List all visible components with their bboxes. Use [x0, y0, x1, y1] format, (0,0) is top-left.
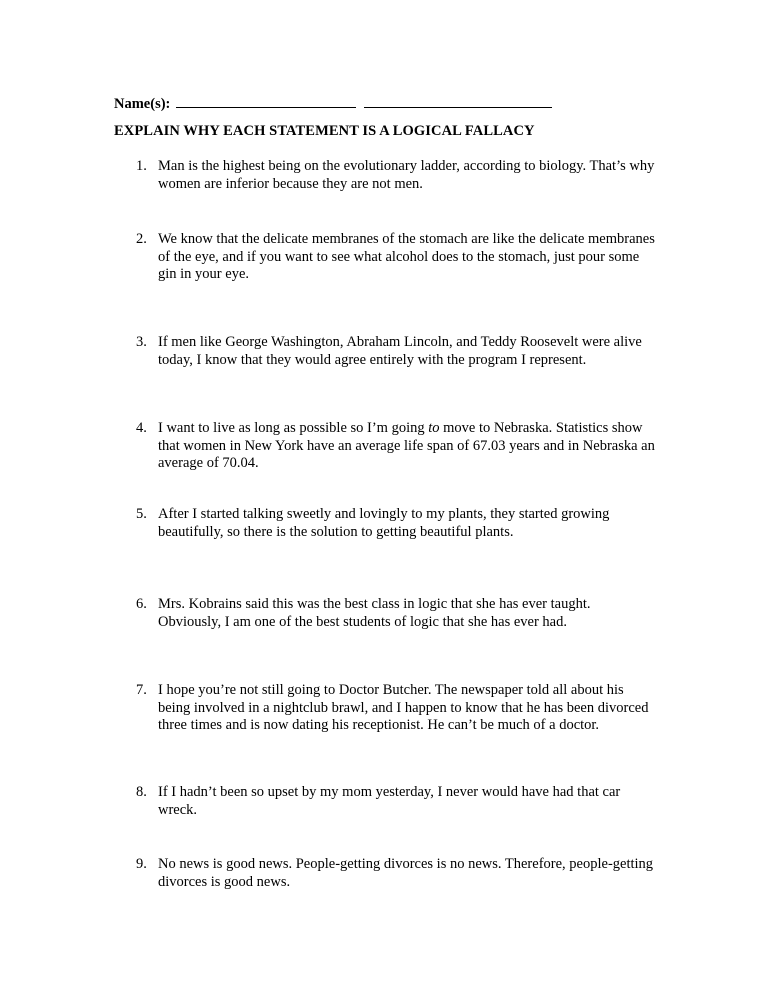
name-label: Name(s):	[114, 96, 171, 112]
item-number: 4.	[136, 420, 147, 436]
item-number: 8.	[136, 784, 147, 800]
item-text: If men like George Washington, Abraham Lincoln, and Teddy Roosevelt were alive today, I know that they would agree entirely with the program I represent.	[158, 334, 642, 368]
item-text: We know that the delicate membranes of the stomach are like the delicate membranes of the eye, and if you want to see what alcohol does to the stomach, just pour some gin in your eye.	[158, 231, 655, 282]
item-text: After I started talking sweetly and lovingly to my plants, they started growing beautifully, so there is the solution to getting beautiful plants.	[158, 506, 610, 540]
item-text: I hope you’re not still going to Doctor Butcher. The newspaper told all about his being involved in a nightclub brawl, and I happen to know that he has been divorced three times and is now dating his receptionist. He can’t be much of a doctor.	[158, 682, 649, 733]
item-number: 6.	[136, 596, 147, 612]
emphasized-word: to	[428, 420, 440, 436]
name-line	[114, 93, 552, 113]
name-blank-2	[364, 93, 552, 108]
item-text: No news is good news. People-getting divorces is no news. Therefore, people-getting divorces is good news.	[158, 856, 654, 890]
name-blank-1	[176, 93, 356, 108]
list-item	[136, 334, 656, 369]
item-text: I want to live as long as possible so I’m going to move to Nebraska. Statistics show that women in New York have an average life span of 67.03 years and in Nebraska an average of 70.04.	[158, 420, 655, 471]
item-number: 2.	[136, 231, 147, 247]
item-number: 5.	[136, 506, 147, 522]
list-item	[136, 231, 656, 284]
list-item	[136, 784, 656, 819]
list-item	[136, 596, 656, 631]
item-number: 7.	[136, 682, 147, 698]
item-number: 9.	[136, 856, 147, 872]
item-text: Man is the highest being on the evolutionary ladder, according to biology. That’s why women are inferior because they are not men.	[158, 158, 655, 192]
item-number: 3.	[136, 334, 147, 350]
item-number: 1.	[136, 158, 147, 174]
list-item	[136, 506, 656, 541]
list-item	[136, 420, 656, 473]
worksheet-heading: EXPLAIN WHY EACH STATEMENT IS A LOGICAL FALLACY	[114, 123, 535, 139]
item-text: Mrs. Kobrains said this was the best class in logic that she has ever taught. Obviously, I am one of the best students of logic that she has ever had.	[158, 596, 591, 630]
list-item	[136, 856, 656, 891]
list-item	[136, 682, 656, 735]
list-item	[136, 158, 656, 193]
item-text: If I hadn’t been so upset by my mom yesterday, I never would have had that car wreck.	[158, 784, 621, 818]
